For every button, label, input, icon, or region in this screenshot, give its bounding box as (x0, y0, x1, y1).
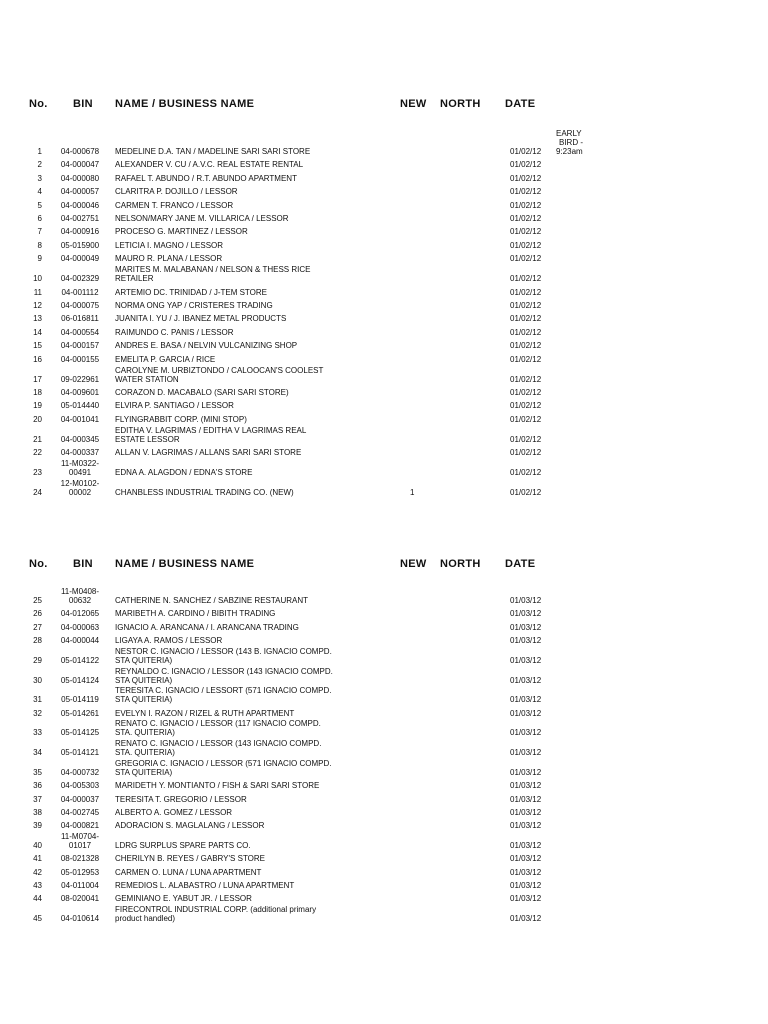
header-new: NEW (400, 558, 427, 570)
row-number: 22 (33, 448, 42, 458)
name-cell: STA. QUITERIA) (115, 748, 175, 758)
name-cell: ELVIRA P. SANTIAGO / LESSOR (115, 401, 234, 411)
bin-cell: 04-000075 (60, 301, 100, 310)
name-cell: STA QUITERIA) (115, 655, 173, 665)
date-cell: 01/03/12 (510, 675, 542, 685)
name-cell: RAIMUNDO C. PANIS / LESSOR (115, 327, 234, 337)
row-number: 26 (33, 609, 42, 619)
date-cell: 01/02/12 (510, 448, 542, 458)
row-number: 18 (33, 388, 42, 397)
date-cell: 01/03/12 (510, 728, 542, 738)
name-cell: CHANBLESS INDUSTRIAL TRADING CO. (NEW) (115, 488, 294, 498)
row-number: 41 (33, 854, 42, 864)
date-cell: 01/03/12 (510, 748, 542, 758)
name-cell: RENATO C. IGNACIO / LESSOR (143 IGNACIO COMPD. (115, 739, 322, 749)
bin-cell: 04-000057 (60, 187, 100, 197)
bin-cell: 05-014125 (60, 728, 100, 738)
bin-cell: 11-M0322- (60, 459, 100, 469)
row-number: 31 (33, 695, 42, 705)
row-number: 40 (33, 841, 42, 850)
header-name: NAME / BUSINESS NAME (115, 98, 255, 110)
name-cell: LDRG SURPLUS SPARE PARTS CO. (115, 841, 251, 850)
name-cell: ANDRES E. BASA / NELVIN VULCANIZING SHOP (115, 341, 298, 351)
date-cell: 01/02/12 (510, 214, 542, 223)
name-cell: LETICIA I. MAGNO / LESSOR (115, 240, 224, 250)
row-number: 1 (37, 147, 42, 156)
date-cell: 01/02/12 (510, 274, 542, 284)
row-number: 29 (33, 655, 42, 665)
row-number: 17 (33, 374, 42, 384)
row-number: 6 (37, 214, 42, 223)
date-cell: 01/03/12 (510, 768, 542, 777)
bin-cell: 11-M0704- (60, 832, 100, 841)
bin-cell: 04-000821 (60, 821, 100, 831)
bin-cell: 04-000046 (60, 200, 100, 210)
name-cell: NELSON/MARY JANE M. VILLARICA / LESSOR (115, 214, 289, 223)
header-name: NAME / BUSINESS NAME (115, 558, 255, 570)
date-cell: 01/03/12 (510, 914, 542, 923)
bin-cell: 05-014124 (60, 675, 100, 685)
row-number: 12 (33, 301, 42, 310)
name-cell: product handled) (115, 914, 176, 923)
date-cell: 01/02/12 (510, 147, 542, 156)
date-cell: 01/03/12 (510, 622, 542, 632)
name-cell: ARTEMIO DC. TRINIDAD / J-TEM STORE (115, 287, 268, 297)
name-cell: IGNACIO A. ARANCANA / I. ARANCANA TRADING (115, 622, 299, 632)
row-number: 37 (33, 794, 42, 804)
row-number: 11 (33, 287, 42, 297)
bin-cell: 04-012065 (60, 609, 100, 619)
row-number: 35 (33, 768, 42, 777)
bin-cell: 12-M0102- (60, 479, 100, 489)
row-number: 8 (37, 240, 42, 250)
date-cell: 01/02/12 (510, 327, 542, 337)
name-cell: WATER STATION (115, 374, 179, 384)
row-number: 43 (33, 880, 42, 890)
name-cell: LIGAYA A. RAMOS / LESSOR (115, 635, 223, 645)
row-number: 33 (33, 728, 42, 738)
header-date: DATE (505, 98, 536, 110)
row-number: 32 (33, 708, 42, 718)
bin-cell: 01017 (68, 841, 92, 850)
bin-cell: 04-000345 (60, 434, 100, 444)
name-cell: CARMEN T. FRANCO / LESSOR (115, 200, 234, 210)
bin-cell: 00002 (68, 488, 92, 498)
row-number: 34 (33, 748, 42, 758)
bin-cell: 04-000554 (60, 327, 100, 337)
bin-cell: 05-012953 (60, 867, 100, 877)
row-number: 27 (33, 622, 42, 632)
name-cell: REYNALDO C. IGNACIO / LESSOR (143 IGNACIO COMPD. (115, 666, 333, 676)
date-cell: 01/03/12 (510, 695, 542, 705)
bin-cell: 04-000732 (60, 768, 100, 777)
name-cell: MARIBETH A. CARDINO / BIBITH TRADING (115, 609, 276, 619)
date-cell: 01/02/12 (510, 240, 542, 250)
bin-cell: 04-010614 (60, 914, 100, 923)
date-cell: 01/02/12 (510, 314, 542, 324)
name-cell: GREGORIA C. IGNACIO / LESSOR (571 IGNACIO COMPD. (115, 759, 332, 768)
bin-cell: 08-021328 (60, 854, 100, 864)
name-cell: NESTOR C. IGNACIO / LESSOR (143 B. IGNACIO COMPD. (115, 646, 332, 656)
bin-cell: 00491 (68, 468, 92, 478)
bin-cell: 04-000044 (60, 635, 100, 645)
date-cell: 01/02/12 (510, 301, 542, 310)
name-cell: CATHERINE N. SANCHEZ / SABZINE RESTAURANT (115, 596, 309, 605)
header-north: NORTH (440, 98, 481, 110)
name-cell: NORMA ONG YAP / CRISTERES TRADING (115, 301, 273, 310)
name-cell: MEDELINE D.A. TAN / MADELINE SARI SARI STORE (115, 147, 311, 156)
date-cell: 01/03/12 (510, 609, 542, 619)
bin-cell: 04-000049 (60, 254, 100, 264)
bin-cell: 09-022961 (60, 374, 100, 384)
row-number: 14 (33, 327, 42, 337)
row-number: 20 (33, 414, 42, 424)
row-number: 42 (33, 867, 42, 877)
date-cell: 01/02/12 (510, 434, 542, 444)
row-number: 16 (33, 354, 42, 364)
name-cell: STA QUITERIA) (115, 675, 173, 685)
row-number: 28 (33, 635, 42, 645)
header-date: DATE (505, 558, 536, 570)
date-cell: 01/03/12 (510, 708, 542, 718)
early-bird-note (556, 129, 583, 156)
row-number: 13 (33, 314, 42, 324)
name-cell: ADORACION S. MAGLALANG / LESSOR (115, 821, 265, 831)
header-no: No. (29, 558, 48, 570)
date-cell: 01/02/12 (510, 187, 542, 197)
name-cell: ESTATE LESSOR (115, 434, 180, 444)
row-number: 39 (33, 821, 42, 831)
name-cell: MARIDETH Y. MONTIANTO / FISH & SARI SARI STORE (115, 781, 320, 791)
date-cell: 01/02/12 (510, 287, 542, 297)
date-cell: 01/02/12 (510, 160, 542, 170)
name-cell: STA QUITERIA) (115, 695, 173, 705)
bin-cell: 05-015900 (60, 240, 100, 250)
bin-cell: 08-020041 (60, 894, 100, 904)
row-number: 15 (33, 341, 42, 351)
row-number: 5 (37, 200, 42, 210)
bin-cell: 04-000916 (60, 227, 100, 237)
date-cell: 01/02/12 (510, 488, 542, 498)
date-cell: 01/02/12 (510, 388, 542, 397)
row-number: 9 (37, 254, 42, 264)
row-number: 10 (33, 274, 42, 284)
bin-cell: 04-000337 (60, 448, 100, 458)
name-cell: EVELYN I. RAZON / RIZEL & RUTH APARTMENT (115, 708, 295, 718)
bin-cell: 04-002745 (60, 807, 100, 817)
date-cell: 01/03/12 (510, 894, 542, 904)
date-cell: 01/03/12 (510, 807, 542, 817)
name-cell: STA. QUITERIA) (115, 728, 175, 738)
new-cell: 1 (410, 488, 415, 498)
date-cell: 01/03/12 (510, 794, 542, 804)
row-number: 45 (33, 914, 42, 923)
note-line: BIRD - (559, 138, 583, 147)
row-number: 25 (33, 596, 42, 605)
name-cell: CORAZON D. MACABALO (SARI SARI STORE) (115, 388, 289, 397)
name-cell: EMELITA P. GARCIA / RICE (115, 354, 216, 364)
row-number: 44 (33, 894, 42, 904)
bin-cell: 04-005303 (60, 781, 100, 791)
bin-cell: 00632 (68, 596, 92, 605)
date-cell: 01/02/12 (510, 414, 542, 424)
bin-cell: 05-014122 (60, 655, 100, 665)
row-number: 3 (37, 173, 42, 183)
date-cell: 01/02/12 (510, 341, 542, 351)
note-line: 9:23am (556, 147, 583, 156)
bin-cell: 04-000155 (60, 354, 100, 364)
date-cell: 01/02/12 (510, 173, 542, 183)
row-number: 24 (33, 488, 42, 498)
date-cell: 01/02/12 (510, 254, 542, 264)
name-cell: RENATO C. IGNACIO / LESSOR (117 IGNACIO COMPD. (115, 719, 321, 729)
date-cell: 01/02/12 (510, 374, 542, 384)
date-cell: 01/03/12 (510, 781, 542, 791)
name-cell: GEMINIANO E. YABUT JR. / LESSOR (115, 894, 252, 904)
bin-cell: 04-002329 (60, 274, 100, 284)
name-cell: RAFAEL T. ABUNDO / R.T. ABUNDO APARTMENT (115, 173, 297, 183)
header-north: NORTH (440, 558, 481, 570)
bin-cell: 04-000678 (60, 147, 100, 156)
name-cell: CHERILYN B. REYES / GABRY'S STORE (115, 854, 266, 864)
row-number: 4 (37, 187, 42, 197)
name-cell: STA QUITERIA) (115, 768, 173, 777)
name-cell: REMEDIOS L. ALABASTRO / LUNA APARTMENT (115, 880, 295, 890)
bin-cell: 05-014119 (61, 695, 99, 705)
row-number: 19 (33, 401, 42, 411)
header-no: No. (29, 98, 48, 110)
bin-cell: 05-014121 (60, 748, 100, 758)
row-number: 21 (33, 434, 42, 444)
row-number: 38 (33, 807, 42, 817)
name-cell: RETAILER (115, 274, 154, 284)
name-cell: CARMEN O. LUNA / LUNA APARTMENT (115, 867, 262, 877)
name-cell: EDITHA V. LAGRIMAS / EDITHA V LAGRIMAS REAL (115, 425, 307, 435)
bin-cell: 05-014440 (60, 401, 100, 411)
row-number: 23 (33, 468, 42, 478)
bin-cell: 04-009601 (60, 388, 100, 397)
bin-cell: 04-000157 (60, 341, 100, 351)
name-cell: JUANITA I. YU / J. IBANEZ METAL PRODUCTS (115, 314, 287, 324)
date-cell: 01/03/12 (510, 635, 542, 645)
date-cell: 01/02/12 (510, 200, 542, 210)
name-cell: CLARITRA P. DOJILLO / LESSOR (115, 187, 238, 197)
row-number: 2 (37, 160, 42, 170)
bin-cell: 11-M0408- (60, 587, 100, 596)
date-cell: 01/03/12 (510, 655, 542, 665)
bin-cell: 04-001112 (61, 287, 99, 297)
bin-cell: 04-000047 (60, 160, 100, 170)
name-cell: TERESITA T. GREGORIO / LESSOR (115, 794, 247, 804)
name-cell: ALEXANDER V. CU / A.V.C. REAL ESTATE RENTAL (115, 160, 304, 170)
row-number: 7 (37, 227, 42, 237)
date-cell: 01/02/12 (510, 227, 542, 237)
name-cell: CAROLYNE M. URBIZTONDO / CALOOCAN'S COOLEST (115, 365, 324, 375)
name-cell: TERESITA C. IGNACIO / LESSORT (571 IGNACIO COMPD. (115, 686, 332, 696)
date-cell: 01/03/12 (510, 867, 542, 877)
name-cell: FIRECONTROL INDUSTRIAL CORP. (additional primary (115, 905, 317, 914)
header-bin: BIN (73, 98, 93, 110)
header-new: NEW (400, 98, 427, 110)
name-cell: ALLAN V. LAGRIMAS / ALLANS SARI SARI STORE (115, 448, 302, 458)
bin-cell: 04-002751 (60, 214, 100, 223)
date-cell: 01/03/12 (510, 880, 542, 890)
date-cell: 01/03/12 (510, 854, 542, 864)
bin-cell: 06-016811 (61, 314, 99, 324)
name-cell: MAURO R. PLANA / LESSOR (115, 254, 223, 264)
bin-cell: 04-011004 (61, 880, 99, 890)
note-line: EARLY (556, 129, 582, 138)
name-cell: MARITES M. MALABANAN / NELSON & THESS RICE (115, 265, 311, 275)
date-cell: 01/03/12 (510, 821, 542, 831)
bin-cell: 04-001041 (60, 414, 100, 424)
date-cell: 01/03/12 (510, 841, 542, 850)
row-number: 30 (33, 675, 42, 685)
name-cell: FLYINGRABBIT CORP. (MINI STOP) (115, 414, 247, 424)
header-bin: BIN (73, 558, 93, 570)
name-cell: EDNA A. ALAGDON / EDNA'S STORE (115, 468, 253, 478)
bin-cell: 04-000037 (60, 794, 100, 804)
bin-cell: 05-014261 (60, 708, 100, 718)
date-cell: 01/02/12 (510, 401, 542, 411)
bin-cell: 04-000080 (60, 173, 100, 183)
date-cell: 01/02/12 (510, 354, 542, 364)
name-cell: PROCESO G. MARTINEZ / LESSOR (115, 227, 248, 237)
name-cell: ALBERTO A. GOMEZ / LESSOR (115, 807, 233, 817)
bin-cell: 04-000063 (60, 622, 100, 632)
row-number: 36 (33, 781, 42, 791)
date-cell: 01/03/12 (510, 596, 542, 605)
date-cell: 01/02/12 (510, 468, 542, 478)
